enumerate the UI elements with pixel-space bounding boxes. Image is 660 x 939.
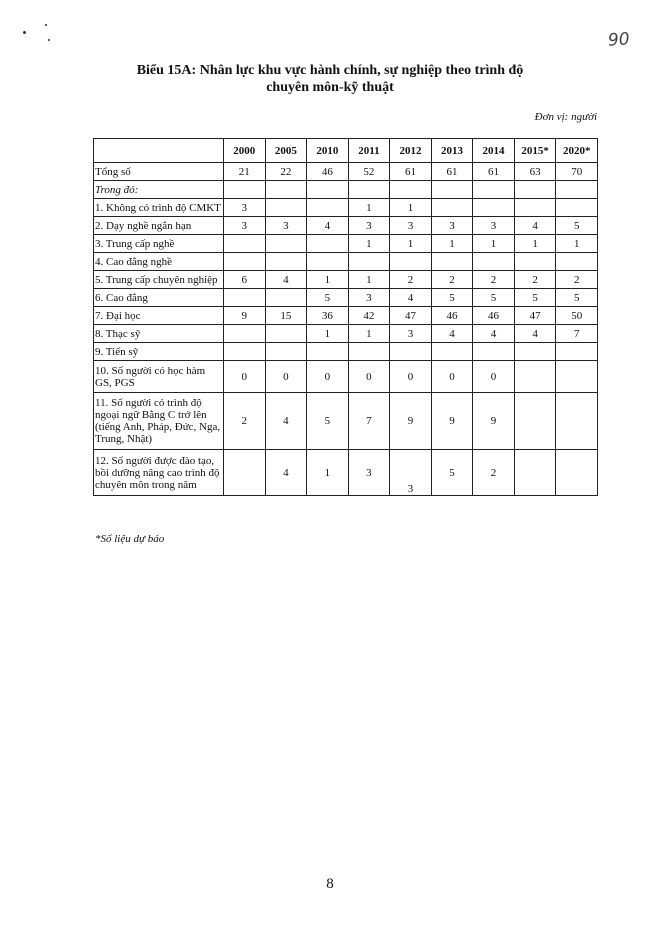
value-cell: 1 [431, 235, 473, 253]
value-cell: 3 [390, 325, 432, 343]
value-cell: 3 [348, 289, 390, 307]
value-cell: 3 [390, 217, 432, 235]
value-cell: 5 [307, 289, 349, 307]
value-cell: 2 [473, 450, 515, 496]
workforce-table [93, 138, 598, 496]
value-cell [556, 361, 598, 393]
value-cell [307, 253, 349, 271]
value-cell: 7 [556, 325, 598, 343]
value-cell: 9 [224, 307, 266, 325]
value-cell: 1 [390, 199, 432, 217]
value-cell: 47 [390, 307, 432, 325]
value-cell: 2 [224, 393, 266, 450]
value-cell [348, 343, 390, 361]
value-cell: 1 [307, 271, 349, 289]
value-cell [224, 235, 266, 253]
value-cell [431, 343, 473, 361]
document-title [0, 62, 660, 96]
value-cell: 1 [348, 271, 390, 289]
value-cell: 0 [431, 361, 473, 393]
table-row [94, 163, 598, 181]
header-year-cell: 2010 [307, 139, 349, 163]
value-cell: 47 [514, 307, 556, 325]
value-cell: 15 [265, 307, 307, 325]
value-cell [224, 253, 266, 271]
value-cell [265, 325, 307, 343]
value-cell [556, 393, 598, 450]
value-cell: 63 [514, 163, 556, 181]
footnote: *Số liệu dự báo [95, 533, 165, 545]
value-cell [473, 181, 515, 199]
header-year-cell: 2005 [265, 139, 307, 163]
value-cell [514, 450, 556, 496]
value-cell: 4 [265, 393, 307, 450]
value-cell: 1 [348, 235, 390, 253]
value-cell [390, 181, 432, 199]
value-cell: 1 [514, 235, 556, 253]
value-cell [514, 361, 556, 393]
header-year-cell: 2011 [348, 139, 390, 163]
value-cell: 3 [473, 217, 515, 235]
value-cell: 5 [431, 289, 473, 307]
value-cell: 5 [307, 393, 349, 450]
scan-speck [23, 31, 26, 34]
header-year-cell: 2012 [390, 139, 432, 163]
value-cell [556, 253, 598, 271]
value-cell: 1 [556, 235, 598, 253]
value-cell: 4 [431, 325, 473, 343]
row-label: 5. Trung cấp chuyên nghiệp [94, 271, 224, 289]
value-cell [265, 235, 307, 253]
value-cell [473, 343, 515, 361]
value-cell: 4 [307, 217, 349, 235]
row-label: 12. Số người được đào tạo, bồi dưỡng nâng cao trình độ chuyên môn trong năm [94, 450, 224, 496]
table-header-row [94, 139, 598, 163]
value-cell [348, 253, 390, 271]
title-line-1: Biểu 15A: Nhân lực khu vực hành chính, sự nghiệp theo trình độ [136, 63, 524, 78]
table-row [94, 181, 598, 199]
value-cell [265, 253, 307, 271]
value-cell: 1 [348, 325, 390, 343]
value-cell: 4 [514, 325, 556, 343]
row-label: 1. Không có trình độ CMKT [94, 199, 224, 217]
value-cell [514, 199, 556, 217]
value-cell: 5 [431, 450, 473, 496]
value-cell: 3 [265, 217, 307, 235]
table-row [94, 289, 598, 307]
value-cell: 5 [514, 289, 556, 307]
value-cell: 3 [224, 217, 266, 235]
value-cell: 7 [348, 393, 390, 450]
value-cell: 0 [390, 361, 432, 393]
value-cell: 46 [307, 163, 349, 181]
value-cell: 0 [473, 361, 515, 393]
header-year-cell: 2014 [473, 139, 515, 163]
value-cell [224, 325, 266, 343]
value-cell: 4 [390, 289, 432, 307]
value-cell: 4 [514, 217, 556, 235]
row-label: 2. Dạy nghề ngắn hạn [94, 217, 224, 235]
table-row [94, 253, 598, 271]
header-year-cell: 2000 [224, 139, 266, 163]
value-cell: 1 [473, 235, 515, 253]
row-label: 3. Trung cấp nghề [94, 235, 224, 253]
value-cell: 4 [265, 450, 307, 496]
value-cell [307, 181, 349, 199]
value-cell [307, 343, 349, 361]
value-cell: 61 [390, 163, 432, 181]
value-cell: 2 [390, 271, 432, 289]
value-cell: 6 [224, 271, 266, 289]
value-cell [307, 235, 349, 253]
value-cell [390, 343, 432, 361]
value-cell [265, 289, 307, 307]
value-cell: 0 [265, 361, 307, 393]
value-cell [514, 253, 556, 271]
value-cell: 42 [348, 307, 390, 325]
table-row [94, 343, 598, 361]
value-cell: 2 [473, 271, 515, 289]
table-row [94, 325, 598, 343]
value-cell: 61 [431, 163, 473, 181]
row-label: 8. Thạc sỹ [94, 325, 224, 343]
value-cell: 1 [307, 450, 349, 496]
value-cell: 5 [556, 217, 598, 235]
value-cell [556, 181, 598, 199]
value-cell: 0 [348, 361, 390, 393]
value-cell: 9 [390, 393, 432, 450]
value-cell: 9 [473, 393, 515, 450]
value-cell [224, 289, 266, 307]
value-cell [514, 343, 556, 361]
value-cell: 50 [556, 307, 598, 325]
value-cell [348, 181, 390, 199]
title-line-2: chuyên môn-kỹ thuật [266, 80, 394, 95]
value-cell: 3 [348, 450, 390, 496]
value-cell: 3 [348, 217, 390, 235]
unit-note: Đơn vị: người [534, 111, 597, 123]
value-cell: 21 [224, 163, 266, 181]
value-cell [431, 181, 473, 199]
row-label: 4. Cao đẳng nghề [94, 253, 224, 271]
value-cell: 1 [390, 235, 432, 253]
header-corner-cell [94, 139, 224, 163]
row-label: 7. Đại học [94, 307, 224, 325]
value-cell [431, 199, 473, 217]
table-row [94, 393, 598, 450]
row-label: Trong đó: [94, 181, 224, 199]
value-cell [473, 199, 515, 217]
row-label: Tổng số [94, 163, 224, 181]
value-cell [514, 181, 556, 199]
table-row [94, 271, 598, 289]
value-cell: 36 [307, 307, 349, 325]
value-cell [556, 199, 598, 217]
value-cell: 9 [431, 393, 473, 450]
page-number: 8 [326, 876, 334, 892]
row-label: 10. Số người có học hàm GS, PGS [94, 361, 224, 393]
value-cell: 0 [307, 361, 349, 393]
header-year-cell: 2013 [431, 139, 473, 163]
value-cell: 61 [473, 163, 515, 181]
table-row [94, 450, 598, 496]
value-cell: 0 [224, 361, 266, 393]
value-cell [307, 199, 349, 217]
value-cell: 2 [514, 271, 556, 289]
table-row [94, 361, 598, 393]
table-row [94, 307, 598, 325]
handwritten-page-mark: 90 [607, 29, 631, 51]
value-cell: 22 [265, 163, 307, 181]
value-cell [224, 181, 266, 199]
value-cell [473, 253, 515, 271]
header-year-cell: 2020* [556, 139, 598, 163]
value-cell [556, 450, 598, 496]
row-label: 9. Tiến sỹ [94, 343, 224, 361]
value-cell: 3 [224, 199, 266, 217]
value-cell: 3 [431, 217, 473, 235]
value-cell: 4 [265, 271, 307, 289]
value-cell [390, 253, 432, 271]
value-cell: 5 [556, 289, 598, 307]
value-cell [431, 253, 473, 271]
value-cell: 52 [348, 163, 390, 181]
value-cell [265, 199, 307, 217]
table-row [94, 217, 598, 235]
value-cell: 5 [473, 289, 515, 307]
value-cell: 46 [431, 307, 473, 325]
value-cell [556, 343, 598, 361]
value-cell: 2 [431, 271, 473, 289]
value-cell: 4 [473, 325, 515, 343]
value-cell: 46 [473, 307, 515, 325]
value-cell: 70 [556, 163, 598, 181]
row-label: 11. Số người có trình độ ngoại ngữ Bằng C trở lên (tiếng Anh, Pháp, Đức, Nga, Trung, Nhật) [94, 393, 224, 450]
value-cell [265, 343, 307, 361]
header-year-cell: 2015* [514, 139, 556, 163]
scan-speck [48, 39, 50, 41]
value-cell: 3 [390, 450, 432, 496]
value-cell: 1 [348, 199, 390, 217]
table-row [94, 199, 598, 217]
value-cell [224, 450, 266, 496]
table-row [94, 235, 598, 253]
value-cell [265, 181, 307, 199]
value-cell: 2 [556, 271, 598, 289]
value-cell [224, 343, 266, 361]
row-label: 6. Cao đẳng [94, 289, 224, 307]
value-cell [514, 393, 556, 450]
value-cell: 1 [307, 325, 349, 343]
scan-speck [45, 24, 47, 26]
